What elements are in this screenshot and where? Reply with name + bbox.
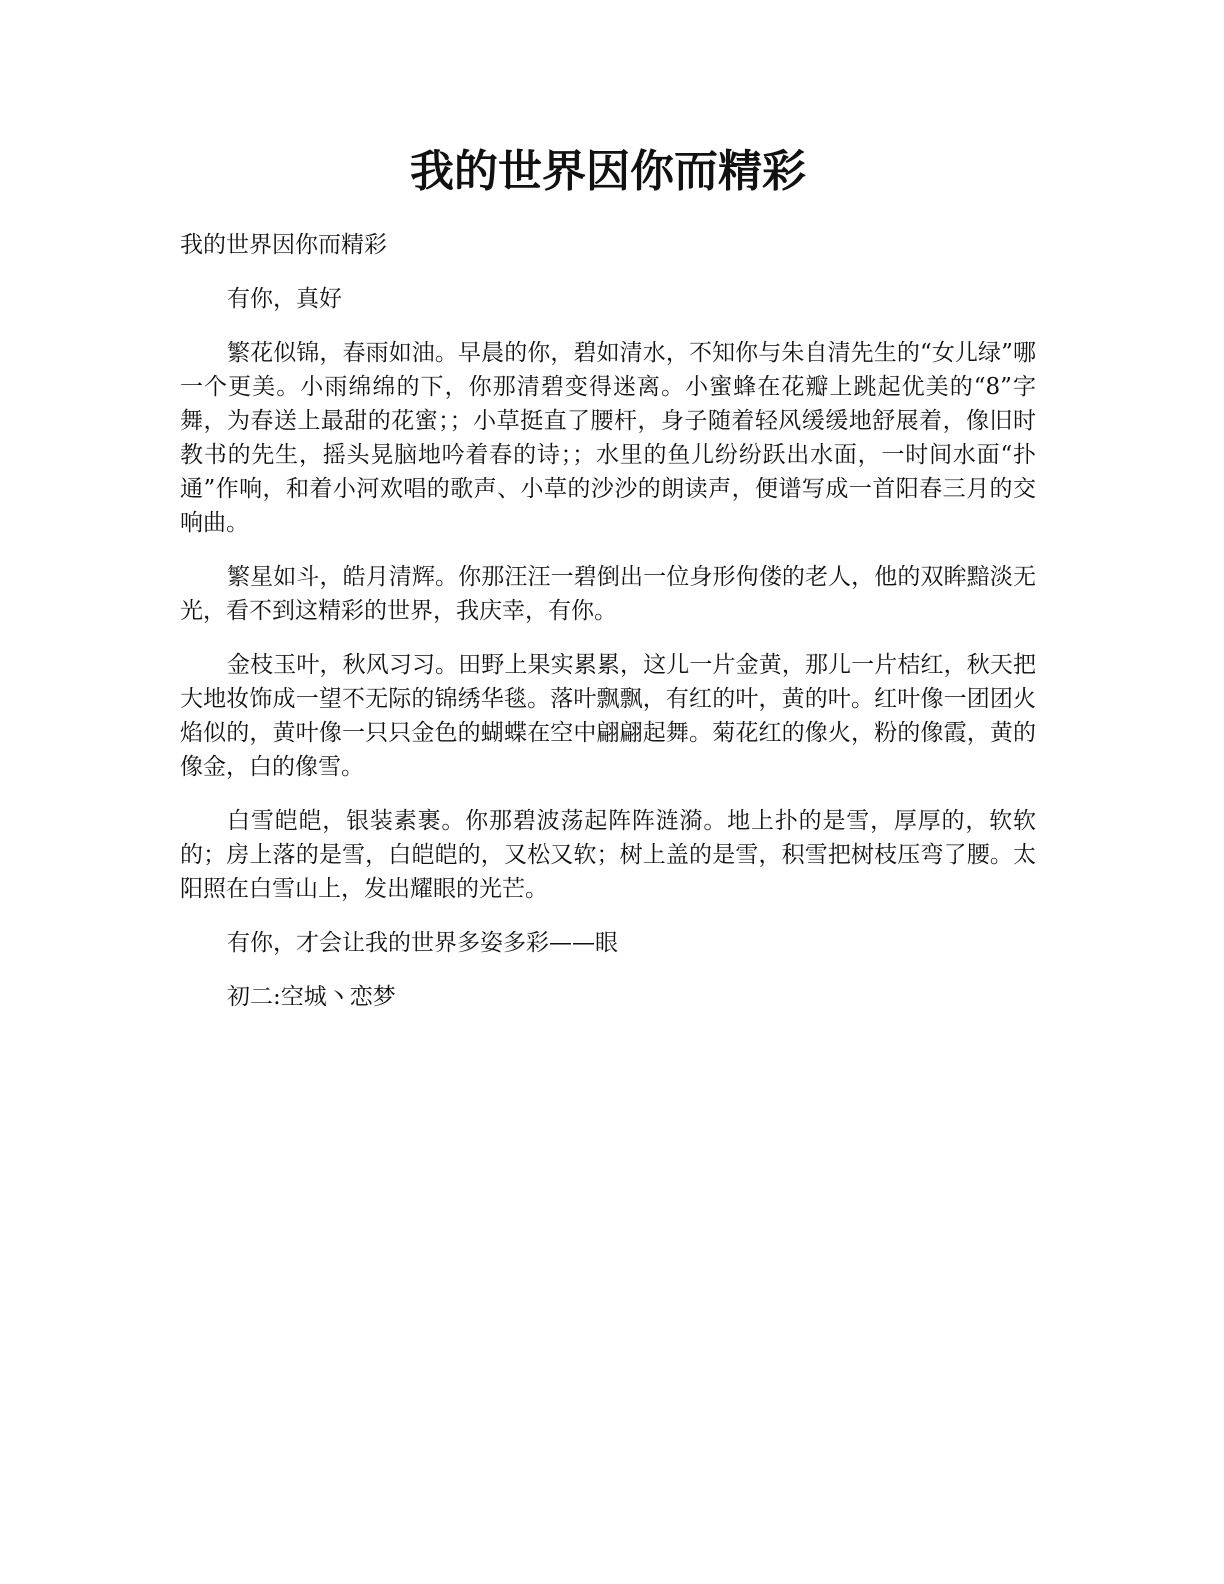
paragraph-night: 繁星如斗，皓月清辉。你那汪汪一碧倒出一位身形佝偻的老人，他的双眸黯淡无光，看不到这精彩的世界，我庆幸，有你。 (180, 564, 1036, 624)
author-line: 初二:空城丶恋梦 (227, 984, 396, 1010)
paragraph-closing: 有你，才会让我的世界多姿多彩——眼 (227, 930, 618, 956)
document-page (180, 140, 1036, 1034)
document-subtitle: 我的世界因你而精彩 (180, 232, 387, 258)
paragraph-autumn: 金枝玉叶，秋风习习。田野上果实累累，这儿一片金黄，那儿一片桔红，秋天把大地妆饰成一望不无际的锦绣华毯。落叶飘飘，有红的叶，黄的叶。红叶像一团团火焰似的，黄叶像一只只金色的蝴蝶在空中翩翩起舞。菊花红的像火，粉的像霞，黄的像金，白的像雪。 (180, 652, 1036, 780)
document-title: 我的世界因你而精彩 (410, 146, 806, 197)
paragraph-winter: 白雪皑皑，银装素裹。你那碧波荡起阵阵涟漪。地上扑的是雪，厚厚的，软软的；房上落的是雪，白皑皑的，又松又软；树上盖的是雪，积雪把树枝压弯了腰。太阳照在白雪山上，发出耀眼的光芒。 (180, 808, 1036, 902)
paragraph-greeting: 有你，真好 (227, 286, 342, 312)
paragraph-spring: 繁花似锦，春雨如油。早晨的你，碧如清水，不知你与朱自清先生的“女儿绿”哪一个更美。小雨绵绵的下，你那清碧变得迷离。小蜜蜂在花瓣上跳起优美的“8”字舞，为春送上最甜的花蜜；；小草挺直了腰杆，身子随着轻风缓缓地舒展着，像旧时教书的先生，摇头晃脑地吟着春的诗；；水里的鱼儿纷纷跃出水面，一时间水面“扑通”作响，和着小河欢唱的歌声、小草的沙沙的朗读声，便谱写成一首阳春三月的交响曲。 (180, 340, 1036, 536)
